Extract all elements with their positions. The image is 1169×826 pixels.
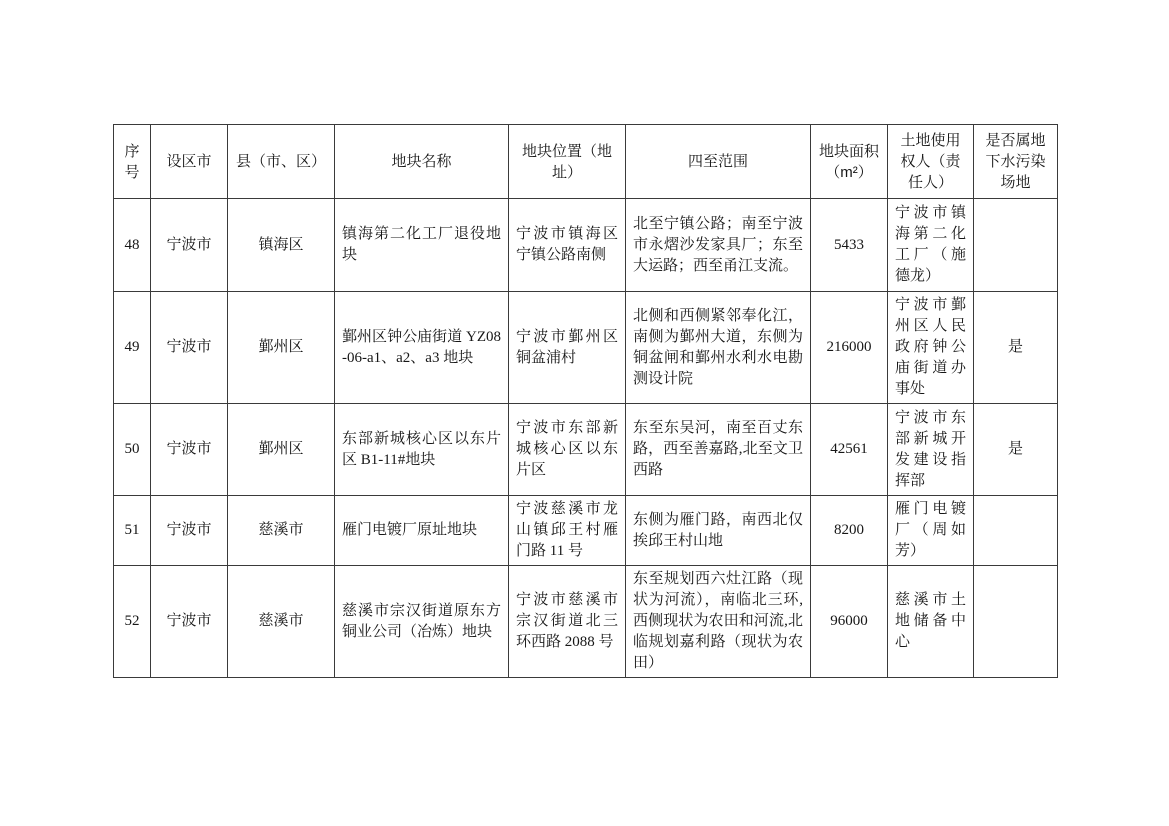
cell-location: 宁波市慈溪市宗汉街道北三环西路 2088 号: [509, 566, 626, 678]
table-row: [114, 292, 1058, 404]
table-header-row: [114, 125, 1058, 199]
cell-owner: 宁波市鄞州区人民政府钟公庙街道办事处: [888, 292, 974, 404]
cell-boundary: 东至东吴河，南至百丈东路，西至善嘉路,北至文卫西路: [626, 404, 811, 496]
cell-groundwater: 是: [974, 404, 1058, 496]
table-row: [114, 404, 1058, 496]
cell-name: 慈溪市宗汉街道原东方铜业公司（冶炼）地块: [335, 566, 509, 678]
column-header-owner: 土地使用权人（责任人）: [888, 125, 974, 199]
cell-owner: 雁门电镀厂（周如芳）: [888, 496, 974, 566]
cell-area: 8200: [811, 496, 888, 566]
cell-county: 镇海区: [228, 199, 335, 292]
cell-boundary: 东至规划西六灶江路（现状为河流），南临北三环,西侧现状为农田和河流,北临规划嘉利路（现状为农田）: [626, 566, 811, 678]
cell-index: 51: [114, 496, 151, 566]
cell-county: 鄞州区: [228, 404, 335, 496]
cell-index: 49: [114, 292, 151, 404]
column-header-area: 地块面积（m²）: [811, 125, 888, 199]
cell-index: 52: [114, 566, 151, 678]
cell-city: 宁波市: [151, 292, 228, 404]
cell-area: 5433: [811, 199, 888, 292]
cell-county: 慈溪市: [228, 496, 335, 566]
column-header-county: 县（市、区）: [228, 125, 335, 199]
cell-name: 镇海第二化工厂退役地块: [335, 199, 509, 292]
cell-area: 96000: [811, 566, 888, 678]
cell-name: 雁门电镀厂原址地块: [335, 496, 509, 566]
cell-groundwater: [974, 496, 1058, 566]
cell-groundwater: [974, 566, 1058, 678]
column-header-name: 地块名称: [335, 125, 509, 199]
cell-location: 宁波市东部新城核心区以东片区: [509, 404, 626, 496]
cell-location: 宁波市镇海区宁镇公路南侧: [509, 199, 626, 292]
table-row: [114, 566, 1058, 678]
cell-groundwater: 是: [974, 292, 1058, 404]
cell-boundary: 北至宁镇公路；南至宁波市永熠沙发家具厂；东至大运路；西至甬江支流。: [626, 199, 811, 292]
cell-name: 东部新城核心区以东片区 B1-11#地块: [335, 404, 509, 496]
column-header-city: 设区市: [151, 125, 228, 199]
cell-area: 42561: [811, 404, 888, 496]
land-parcel-table: [113, 124, 1058, 678]
cell-county: 鄞州区: [228, 292, 335, 404]
cell-city: 宁波市: [151, 199, 228, 292]
cell-location: 宁波市鄞州区铜盆浦村: [509, 292, 626, 404]
cell-location: 宁波慈溪市龙山镇邱王村雁门路 11 号: [509, 496, 626, 566]
column-header-location: 地块位置（地址）: [509, 125, 626, 199]
cell-index: 50: [114, 404, 151, 496]
cell-city: 宁波市: [151, 496, 228, 566]
column-header-boundary: 四至范围: [626, 125, 811, 199]
cell-index: 48: [114, 199, 151, 292]
table-row: [114, 199, 1058, 292]
table-body: [114, 199, 1058, 678]
cell-owner: 宁波市镇海第二化工厂（施德龙）: [888, 199, 974, 292]
cell-groundwater: [974, 199, 1058, 292]
cell-name: 鄞州区钟公庙街道 YZ08-06-a1、a2、a3 地块: [335, 292, 509, 404]
cell-city: 宁波市: [151, 566, 228, 678]
table-row: [114, 496, 1058, 566]
cell-county: 慈溪市: [228, 566, 335, 678]
cell-area: 216000: [811, 292, 888, 404]
column-header-groundwater: 是否属地下水污染场地: [974, 125, 1058, 199]
column-header-index: 序号: [114, 125, 151, 199]
cell-boundary: 北侧和西侧紧邻奉化江，南侧为鄞州大道，东侧为铜盆闸和鄞州水利水电勘测设计院: [626, 292, 811, 404]
cell-owner: 慈溪市土地储备中心: [888, 566, 974, 678]
cell-owner: 宁波市东部新城开发建设指挥部: [888, 404, 974, 496]
cell-city: 宁波市: [151, 404, 228, 496]
cell-boundary: 东侧为雁门路，南西北仅挨邱王村山地: [626, 496, 811, 566]
